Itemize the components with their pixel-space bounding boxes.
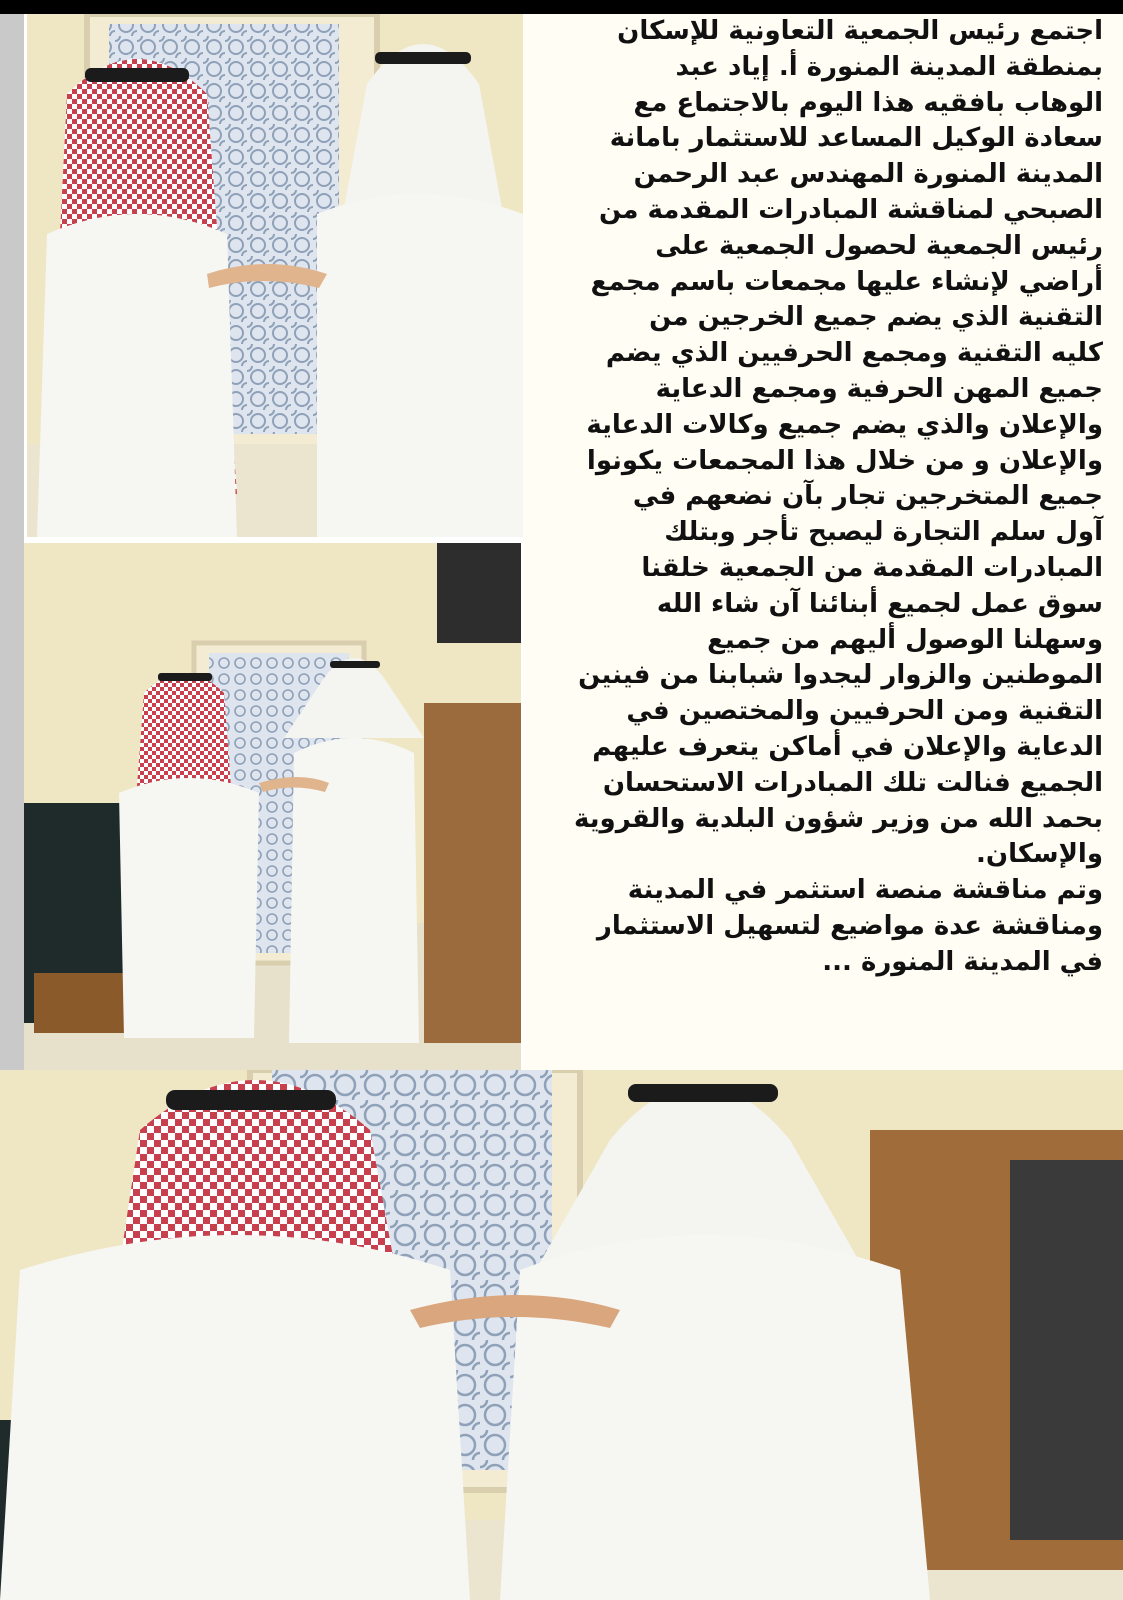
top-status-bar: [0, 0, 1123, 14]
caption-line: اجتمع رئيس الجمعية التعاونية للإسكان: [617, 16, 1103, 46]
caption-line: الصبحي لمناقشة المبادرات المقدمة من: [598, 194, 1103, 225]
caption-line: والإسكان.: [976, 839, 1103, 870]
caption-line: سوق عمل لجميع أبنائنا آن شاء الله: [656, 588, 1103, 619]
caption-line: سعادة الوكيل المساعد للاستثمار بامانة: [609, 123, 1103, 154]
caption-line: جميع المهن الحرفية ومجمع الدعاية: [655, 373, 1103, 404]
photo-top: [27, 14, 523, 537]
caption-line: والإعلان والذي يضم جميع وكالات الدعاية: [586, 409, 1103, 440]
caption-line: المبادرات المقدمة من الجمعية خلقنا: [641, 552, 1103, 583]
caption-line: التقنية ومن الحرفيين والمختصين في: [626, 696, 1103, 727]
caption-line: رئيس الجمعية لحصول الجمعية على: [655, 230, 1103, 261]
caption-line: جميع المتخرجين تجار بآن نضعهم في: [632, 481, 1103, 512]
caption-line: وتم مناقشة منصة استثمر في المدينة: [627, 875, 1103, 906]
caption-line: التقنية الذي يضم جميع الخرجين من: [649, 302, 1103, 333]
caption-line: الوهاب بافقيه هذا اليوم بالاجتماع مع: [633, 87, 1103, 118]
photo-top-illustration: [27, 14, 523, 537]
caption-line: المدينة المنورة المهندس عبد الرحمن: [633, 159, 1103, 190]
caption-line: في المدينة المنورة ...: [822, 946, 1103, 977]
caption-line: الموطنين والزوار ليجدوا شبابنا من فينين: [578, 660, 1103, 691]
photo-bottom: [0, 1070, 1123, 1600]
caption-line: الجميع فنالت تلك المبادرات الاستحسان: [602, 767, 1103, 798]
photo-middle: [24, 543, 521, 1070]
caption-line: والإعلان و من خلال هذا المجمعات يكونوا: [586, 445, 1103, 476]
caption-line: الدعاية والإعلان في أماكن يتعرف عليهم: [592, 731, 1103, 762]
caption-line: بحمد الله من وزير شؤون البلدية والقروية: [574, 803, 1103, 834]
caption-line: بمنطقة المدينة المنورة أ. إياد عبد: [675, 51, 1103, 82]
caption-panel: [523, 14, 1123, 1070]
caption-line: ومناقشة عدة مواضيع لتسهيل الاستثمار: [596, 910, 1103, 941]
caption-line: آول سلم التجارة ليصبح تأجر وبتلك: [664, 517, 1103, 548]
caption-line: أراضي لإنشاء عليها مجمعات باسم مجمع: [590, 266, 1103, 297]
caption-line: وسهلنا الوصول أليهم من جميع: [707, 624, 1103, 655]
photo-bottom-illustration: [0, 1070, 1123, 1600]
left-margin-strip: [0, 14, 24, 1070]
photo-middle-illustration: [24, 543, 521, 1070]
caption-line: كليه التقنية ومجمع الحرفيين الذي يضم: [605, 338, 1103, 369]
